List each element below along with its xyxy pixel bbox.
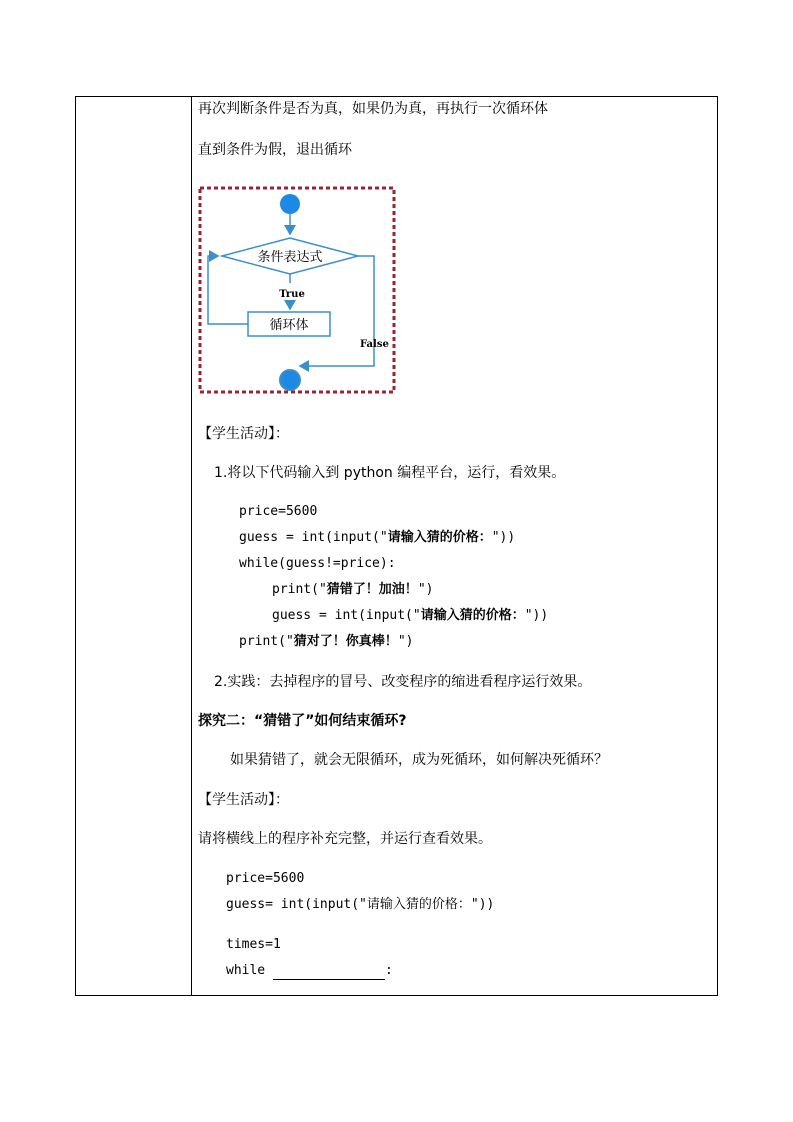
code-line: print("猜错了！加油！"): [272, 582, 434, 597]
student-activity-heading-2: 【学生活动】：: [198, 792, 289, 808]
code-line: times=1: [226, 937, 281, 952]
loop-body-label: 循环体: [269, 318, 309, 333]
code-line: guess = int(input("请输入猜的价格：")): [239, 530, 516, 545]
step-2: 2.实践：去掉程序的冒号、改变程序的缩进看程序运行效果。: [214, 674, 592, 690]
student-activity-heading-1: 【学生活动】：: [198, 426, 289, 442]
code-line: while(guess!=price):: [239, 556, 396, 571]
fill-in-blank: [273, 965, 385, 980]
text-line-1: 再次判断条件是否为真，如果仍为真，再执行一次循环体: [198, 101, 548, 117]
text-line-2: 直到条件为假，退出循环: [198, 142, 352, 158]
start-node: [280, 194, 300, 214]
instruction: 请将横线上的程序补充完整，并运行查看效果。: [198, 831, 492, 847]
explore-text: 如果猜错了，就会无限循环，成为死循环，如何解决死循环？: [230, 752, 608, 768]
code-line: price=5600: [226, 871, 305, 886]
explore-title: 探究二：“猜错了”如何结束循环?: [198, 713, 407, 729]
column-divider: [191, 97, 192, 995]
true-label: True: [279, 289, 305, 300]
end-node: [280, 370, 300, 390]
flowchart: [198, 186, 396, 394]
code-line: print("猜对了！你真棒！"): [239, 634, 414, 649]
code-line: guess= int(input("请输入猜的价格：")): [226, 897, 495, 912]
code-line: while :: [226, 963, 393, 978]
false-label: False: [360, 339, 389, 350]
code-line: price=5600: [239, 504, 318, 519]
step-1: 1.将以下代码输入到 python 编程平台，运行，看效果。: [214, 465, 566, 481]
code-line: guess = int(input("请输入猜的价格：")): [272, 608, 549, 623]
condition-label: 条件表达式: [257, 250, 323, 265]
